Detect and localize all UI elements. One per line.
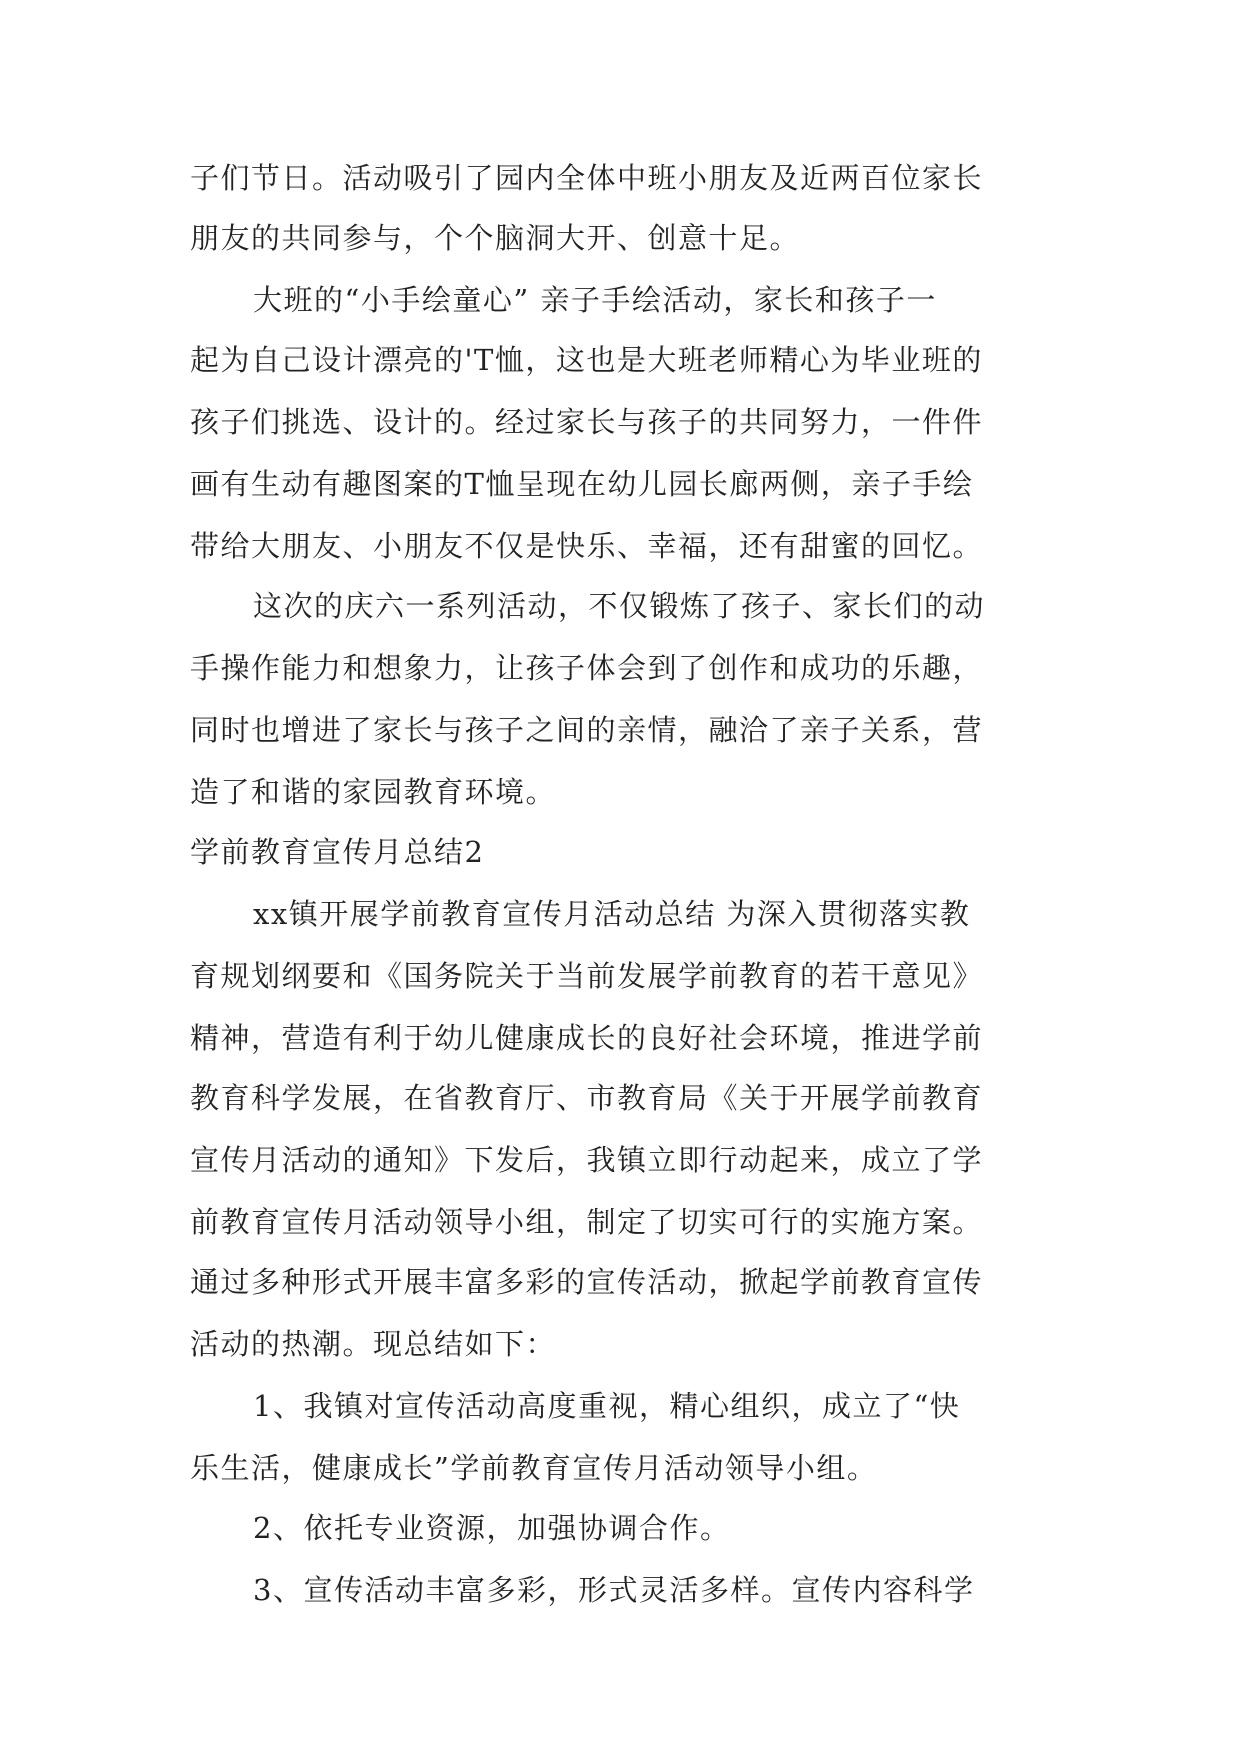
text-line: 精神，营造有利于幼儿健康成长的良好社会环境，推进学前 — [190, 1021, 984, 1055]
text-line: 孩子们挑选、设计的。经过家长与孩子的共同努力，一件件 — [190, 405, 984, 439]
text-line: 乐生活，健康成长”学前教育宣传月活动领导小组。 — [190, 1451, 878, 1485]
list-item-line: 2、依托专业资源，加强协调合作。 — [253, 1511, 731, 1545]
section-heading: 学前教育宣传月总结2 — [190, 835, 485, 869]
text-line: 活动的热潮。现总结如下： — [190, 1327, 557, 1361]
text-line: 同时也增进了家长与孩子之间的亲情，融洽了亲子关系，营 — [190, 713, 984, 747]
text-line: 育规划纲要和《国务院关于当前发展学前教育的若干意见》 — [190, 959, 984, 993]
list-item-line: 3、宣传活动丰富多彩，形式灵活多样。宣传内容科学 — [253, 1573, 975, 1607]
paragraph-start-line: 这次的庆六一系列活动，不仅锻炼了孩子、家长们的动 — [253, 589, 986, 623]
text-line: 子们节日。活动吸引了园内全体中班小朋友及近两百位家长 — [190, 161, 984, 195]
list-item-line: 1、我镇对宣传活动高度重视，精心组织，成立了“快 — [253, 1389, 961, 1423]
text-line: 教育科学发展，在省教育厅、市教育局《关于开展学前教育 — [190, 1081, 984, 1115]
text-line: 朋友的共同参与，个个脑洞大开、创意十足。 — [190, 221, 801, 255]
text-line: 前教育宣传月活动领导小组，制定了切实可行的实施方案。 — [190, 1205, 984, 1239]
text-line: 造了和谐的家园教育环境。 — [190, 775, 557, 809]
text-line: 手操作能力和想象力，让孩子体会到了创作和成功的乐趣， — [190, 651, 984, 685]
text-line: 画有生动有趣图案的T恤呈现在幼儿园长廊两侧，亲子手绘 — [190, 467, 974, 501]
text-line: 通过多种形式开展丰富多彩的宣传活动，掀起学前教育宣传 — [190, 1265, 984, 1299]
text-line: 起为自己设计漂亮的'T恤，这也是大班老师精心为毕业班的 — [190, 343, 983, 377]
text-line: 带给大朋友、小朋友不仅是快乐、幸福，还有甜蜜的回忆。 — [190, 529, 984, 563]
paragraph-start-line: xx镇开展学前教育宣传月活动总结 为深入贯彻落实教 — [253, 897, 971, 931]
text-line: 宣传月活动的通知》下发后，我镇立即行动起来，成立了学 — [190, 1143, 984, 1177]
paragraph-start-line: 大班的“小手绘童心” 亲子手绘活动，家长和孩子一 — [253, 283, 937, 317]
